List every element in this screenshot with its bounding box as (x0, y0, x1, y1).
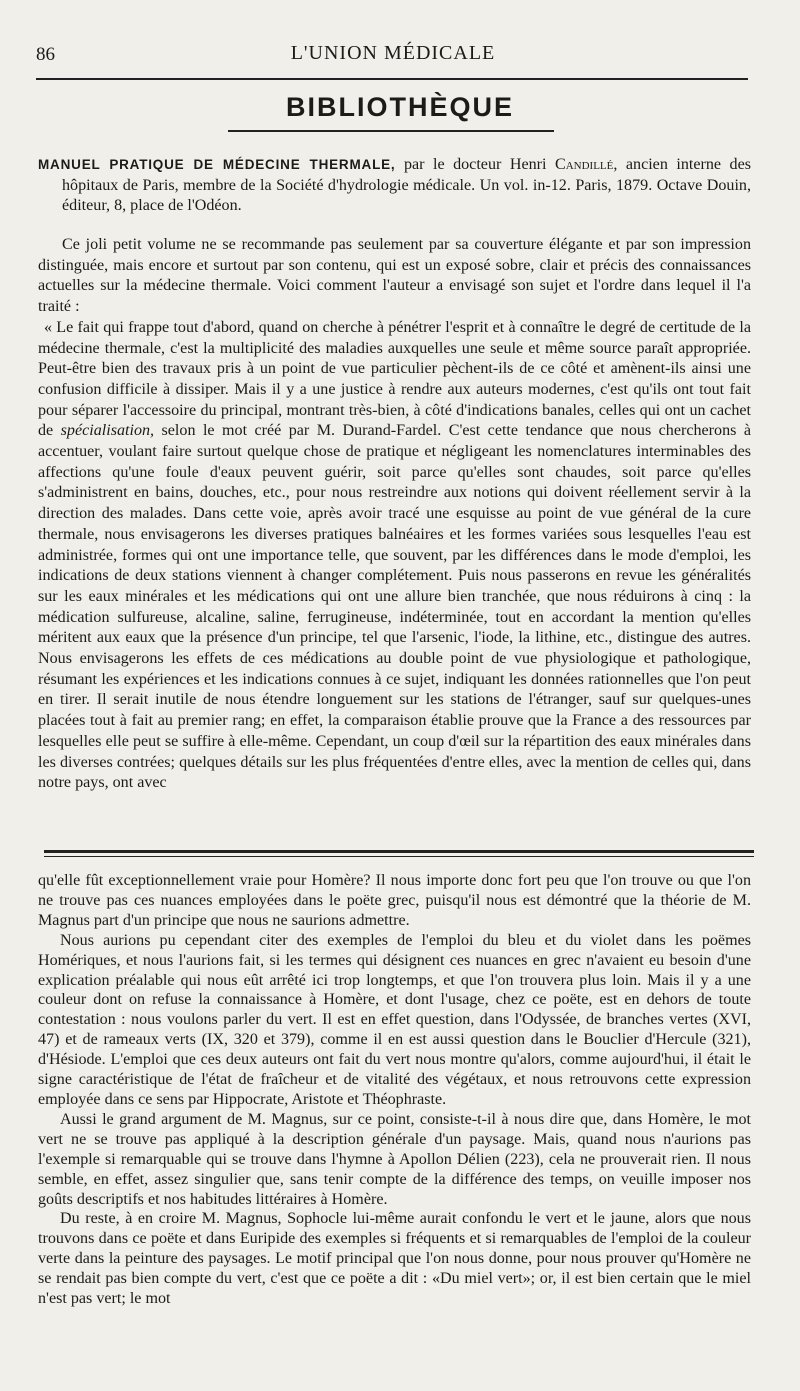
feuilleton-text (38, 871, 751, 1309)
book-by: par le docteur Henri (395, 156, 555, 173)
separator-thin-rule (44, 856, 754, 857)
separator-thick-rule (44, 850, 754, 853)
page-number: 86 (36, 44, 55, 65)
feuilleton-paragraph: Du reste, à en croire M. Magnus, Sophocle lui-même aurait confondu le vert et le jaune, alors que nous trouvons dans ce poëte et dans Euripide des exemples si fréquents et si remarquables de l'emploi de la couleur verte dans la peinture des paysages. Le motif principal que l'on nous donne, pour nous prouver qu'Homère ne se rendait pas bien compte du vert, c'est que ce poëte a dit : «Du miel vert»; or, il est bien certain que le miel n'est pas vert; le mot (38, 1210, 751, 1308)
book-entry (38, 155, 751, 217)
section-title: BIBLIOTHÈQUE (285, 92, 514, 122)
running-title: L'UNION MÉDICALE (290, 42, 496, 64)
quote-part-2: selon le mot créé par M. Durand-Fardel. C'est cette tendance que nous chercherons à accentuer, voulant faire surtout quelque chose de pratique et négligeant les nomenclatures interminables des affections qu'une foule d'eaux peuvent guérir, soit parce qu'elles sont chaudes, soit parce qu'elles s'administrent en bains, douches, etc., pour nous restreindre aux notions qui doivent réellement servir à la direction des malades. Dans cette voie, après avoir tracé une esquisse au point de vue général de la cure thermale, nous envisagerons les diverses pratiques balnéaires et les formes variées sous lesquelles l'eau est administrée, formes qui ont une importance telle, que souvent, par les différences dans le mode d'emploi, les indications de deux stations viennent à changer complétement. Puis nous passerons en revue les généralités sur les eaux minérales et les médications qui ont une allure bien tranchée, que nous réduirons à cinq : la médication sulfureuse, alcaline, saline, ferrugineuse, indéterminée, tout en accordant la mention qu'elles méritent aux eaux que la présence d'un principe, tel que l'arsenic, l'iode, la lithine, etc., distingue des autres. Nous envisagerons les effets de ces médications au double point de vue physiologique et pathologique, résumant les expériences et les indications connues à ce sujet, indiquant les données rationnelles que l'on peut en tirer. Il serait inutile de nous étendre longuement sur les stations de l'étranger, sauf sur quelques-unes placées tout à fait au premier rang; en effet, la comparaison établie prouve que la France a des ressources par lesquelles elle peut se suffire à elle-même. Cependant, un coup d'œil sur la répartition des eaux minérales dans les diverses contrées; quelques détails sur les plus fréquentées d'entre elles, avec la mention de celles qui, dans notre pays, ont avec (38, 422, 751, 792)
feuilleton-paragraph: Nous aurions pu cependant citer des exemples de l'emploi du bleu et du violet dans les poëmes Homériques, et nous l'aurions fait, si les termes qui désignent ces nuances en grec n'avaient eu besoin d'une explication préalable qui nous eût arrêté ici trop longtemps, et que l'on trouvera plus loin. Mais il y a une couleur dont on refuse la connaissance à Homère, et dont l'usage, chez ce poëte, est en dehors de toute contestation : nous voulons parler du vert. Il est en effet question, dans l'Odyssée, de branches vertes (XVI, 47) et de rameaux verts (IX, 320 et 379), comme il en est aussi question dans le Bouclier d'Hercule (321), d'Hésiode. L'emploi que ces deux auteurs ont fait du vert nous montre qu'alors, comme aujourd'hui, il était le signe caractéristique de l'état de fraîcheur et de vitalité des végétaux, et nous retrouvons cette expression employée dans ce sens par Hippocrate, Aristote et Théophraste. (38, 931, 751, 1108)
book-citation (38, 155, 751, 217)
book-author: Candillé, (554, 156, 618, 173)
header-rule (36, 78, 748, 80)
feuilleton-paragraph: Aussi le grand argument de M. Magnus, sur ce point, consiste-t-il à nous dire que, dans Homère, le mot vert ne se trouve pas appliqué à la description générale d'un paysage. Mais, quand nous n'aurions pas l'exemple si remarquable qui se trouve dans l'hymne à Apollon Délien (223), cela ne prouverait rien. Il nous semble, en effet, assez singulier que, sans tenir compte de la différence des temps, on veuille imposer nos goûts descriptifs et nos habitudes littéraires à Homère. (38, 1110, 751, 1208)
review-intro-paragraph: Ce joli petit volume ne se recommande pas seulement par sa couverture élégante et par son impression distinguée, mais encore et surtout par son contenu, qui est un exposé sobre, clair et précis des connaissances actuelles sur la médecine thermale. Voici comment l'auteur a envisagé son sujet et l'ordre dans lequel il l'a traité : (38, 236, 751, 316)
review-quote-paragraph (38, 318, 751, 794)
title-rule (228, 130, 554, 132)
quote-emphasis: spécialisation, (60, 422, 155, 440)
quote-part-1: « Le fait qui frappe tout d'abord, quand on cherche à pénétrer l'esprit et à connaître le degré de certitude de la médecine thermale, c'est la multiplicité des maladies auxquelles une seule et même source paraît appropriée. Peut-être bien des travaux pris à un point de vue particulier pèchent-ils de ce côté et amènent-ils ainsi une confusion difficile à dissiper. Mais il y a une justice à rendre aux auteurs modernes, c'est qu'ils ont tout fait pour séparer l'accessoire du principal, montrant très-bien, à côté d'indications banales, celles qui ont un cachet de (38, 318, 751, 440)
review-text (38, 235, 751, 794)
book-title: MANUEL PRATIQUE DE MÉDECINE THERMALE, (38, 157, 396, 172)
book-details: ancien interne des hôpitaux de Paris, membre de la Société d'hydrologie médicale. Un vol. in-12. Paris, 1879. Octave Douin, éditeur, 8, place de l'Odéon. (62, 156, 751, 215)
feuilleton-paragraph: qu'elle fût exceptionnellement vraie pour Homère? Il nous importe donc fort peu que l'on trouve ou que l'on ne trouve pas ces nuances employées dans le poëte grec, puisqu'il nous est démontré que la théorie de M. Magnus part d'un principe que nous ne saurions admettre. (38, 872, 751, 929)
page-header (36, 40, 750, 76)
section-separator (44, 850, 754, 857)
